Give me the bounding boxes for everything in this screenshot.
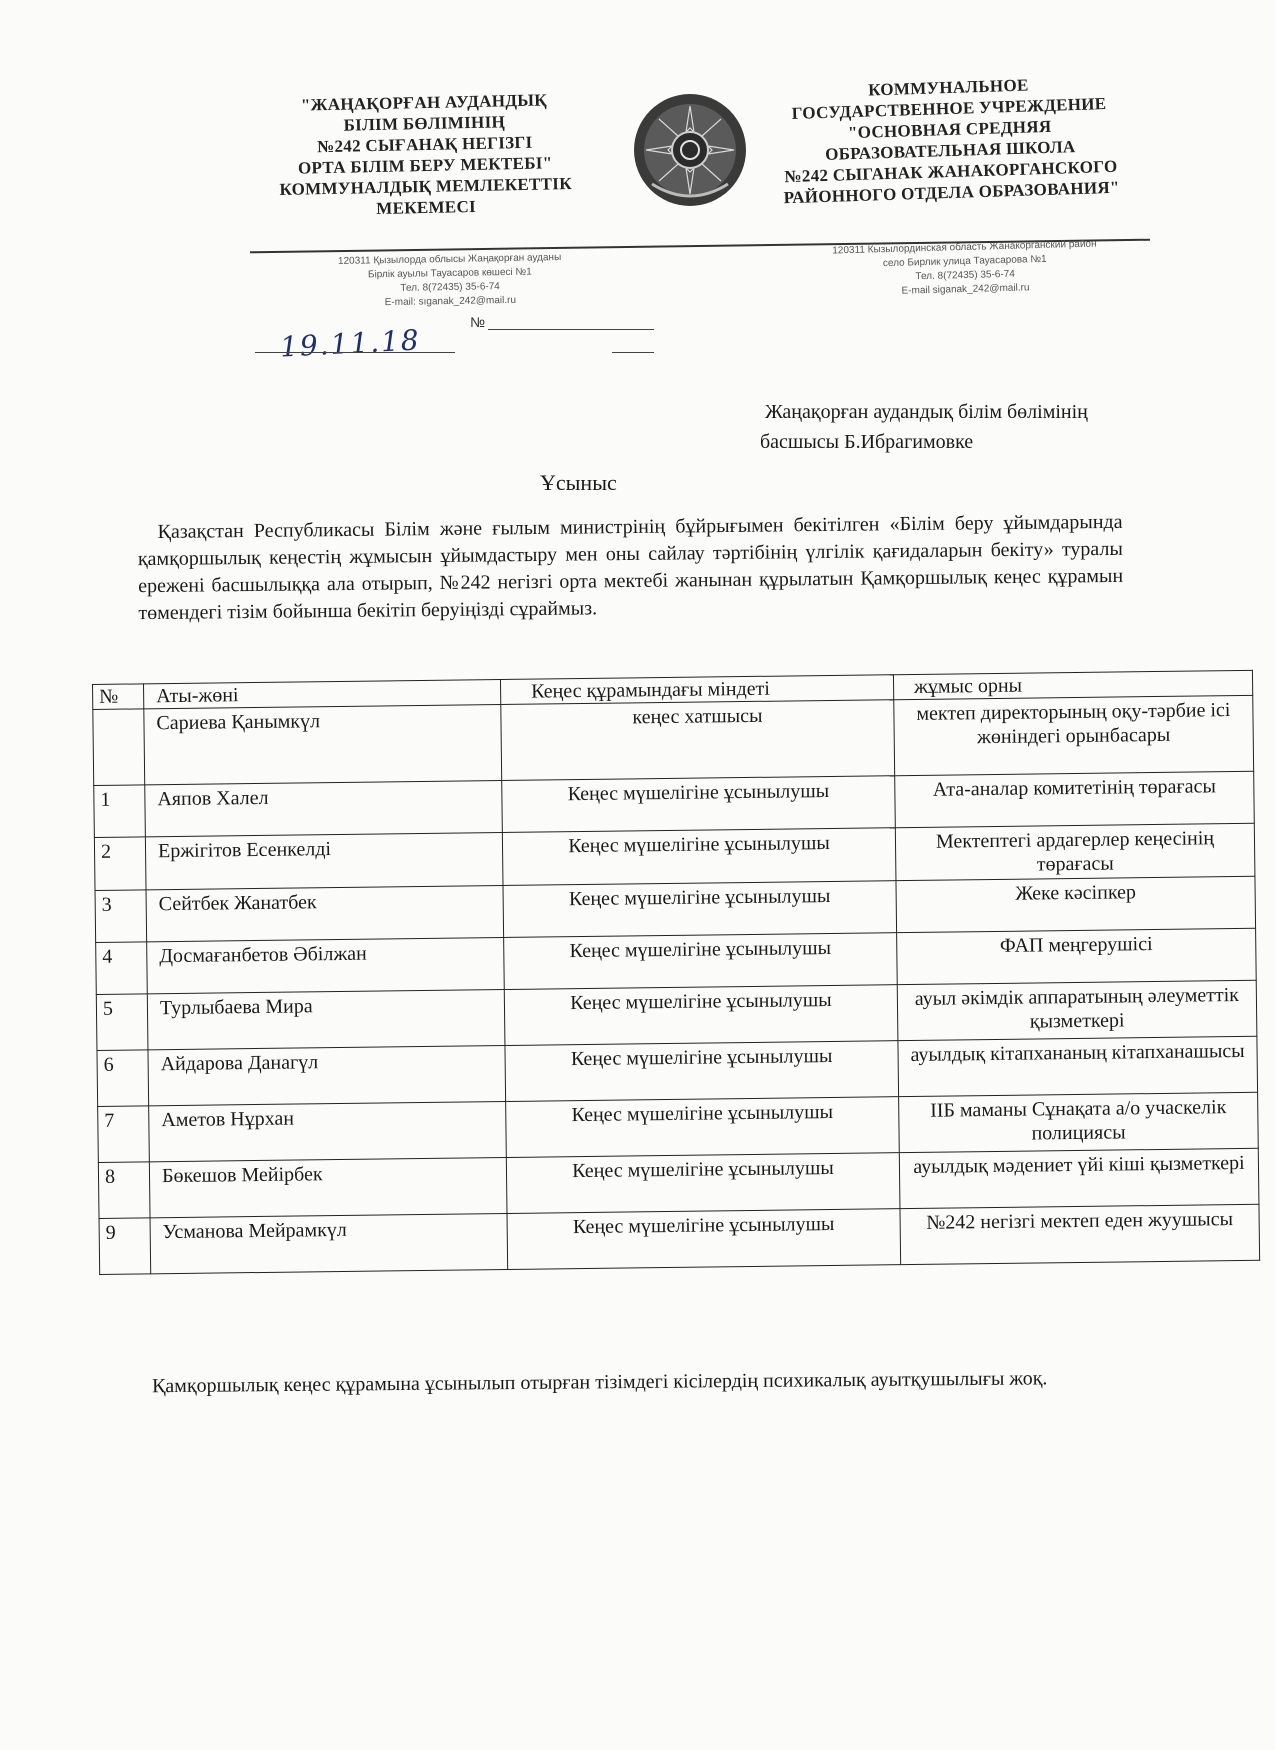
cell-role: Кеңес мүшелігіне ұсынылушы [507, 1209, 901, 1270]
cell-role: Кеңес мүшелігіне ұсынылушы [502, 828, 896, 886]
table-row [93, 695, 1254, 785]
letterhead-line: ОРТА БІЛІМ БЕРУ МЕКТЕБІ" [297, 153, 553, 178]
cell-workplace: ФАП меңгерушісі [897, 928, 1257, 984]
number-underline [488, 329, 654, 330]
header-role: Кеңес құрамындағы міндеті [500, 675, 893, 705]
cell-workplace: мектеп директорының оқу-тәрбие ісі жөніндегі орынбасары [894, 695, 1254, 775]
cell-workplace: ІІБ маманы Сұнақата а/о учаскелік полициясы [899, 1092, 1259, 1152]
cell-name: Аметов Нұрхан [149, 1101, 507, 1161]
document-title: Ұсыныс [540, 470, 617, 495]
cell-workplace: Мектептегі ардагерлер кеңесінің төрағасы [895, 823, 1255, 880]
cell-number: 2 [94, 837, 146, 891]
cell-number: 4 [96, 942, 148, 995]
cell-name: Ержігітов Есенкелді [145, 832, 503, 889]
cell-role: Кеңес мүшелігіне ұсынылушы [505, 1041, 899, 1102]
cell-name: Турлыбаева Мира [147, 989, 505, 1049]
address-line: E-mail siganak_242@mail.ru [901, 282, 1030, 297]
cell-workplace: №242 негізгі мектеп еден жуушысы [900, 1204, 1260, 1264]
cell-role: Кеңес мүшелігіне ұсынылушы [503, 881, 897, 938]
addressee-line: Жаңақорған аудандық білім бөлімінің [765, 401, 1088, 423]
header-workplace: жұмыс орны [893, 670, 1252, 699]
cell-name: Бөкешов Мейірбек [149, 1157, 507, 1217]
letterhead-line: КОММУНАЛЬНОЕ [867, 75, 1029, 100]
cell-workplace: Жеке кәсіпкер [896, 876, 1256, 932]
cell-number: 3 [95, 890, 147, 943]
cell-role: Кеңес мүшелігіне ұсынылушы [506, 1153, 900, 1214]
cell-workplace: Ата-аналар комитетінің төрағасы [895, 771, 1255, 827]
cell-workplace: ауылдық кітапхананың кітапханашысы [898, 1036, 1258, 1096]
closing-paragraph: Қамқоршылық кеңес құрамына ұсынылып отырған тізімдегі кісілердің психикалық ауытқушылығы жоқ. [151, 1367, 1048, 1398]
cell-name: Аяпов Халел [145, 781, 503, 837]
header-number: № [93, 684, 144, 710]
document-number-label: № [470, 314, 486, 330]
date-underline [255, 352, 455, 353]
cell-number: 9 [99, 1218, 151, 1275]
cell-role: Кеңес мүшелігіне ұсынылушы [506, 1097, 900, 1158]
members-table [92, 670, 1260, 1275]
address-line: село Бирлик улица Тауасарова №1 [882, 253, 1047, 270]
handwritten-date: 19.11.18 [279, 323, 422, 364]
letterhead-line: "ОСНОВНАЯ СРЕДНЯЯ [847, 116, 1052, 143]
addressee-line: басшысы Б.Ибрагимовке [760, 431, 974, 453]
cell-role: кеңес хатшысы [501, 700, 895, 781]
cell-name: Усманова Мейрамкүл [150, 1213, 508, 1273]
address-line: Тел. 8(72435) 35-6-74 [400, 281, 500, 294]
state-emblem-icon [632, 92, 748, 208]
address-russian [789, 236, 1140, 301]
letterhead-line: "ЖАҢАҚОРҒАН АУДАНДЫҚ [300, 90, 548, 115]
cell-number: 8 [98, 1162, 150, 1219]
address-line: Тел. 8(72435) 35-6-74 [915, 268, 1016, 283]
cell-name: Айдарова Данагүл [148, 1045, 506, 1105]
address-kazakh [300, 250, 601, 311]
header-name: Аты-жөні [144, 680, 501, 709]
cell-number: 6 [97, 1050, 149, 1107]
address-line: E-mail: sıganak_242@mail.ru [384, 294, 517, 309]
address-line: 120311 Кызылординская область Жанакорганский район [832, 238, 1097, 257]
cell-workplace: ауыл әкімдік аппаратының әлеуметтік қызметкері [897, 980, 1257, 1040]
letterhead-line: РАЙОННОГО ОТДЕЛА ОБРАЗОВАНИЯ" [783, 177, 1120, 208]
cell-number: 1 [94, 785, 146, 838]
cell-role: Кеңес мүшелігіне ұсынылушы [502, 776, 896, 833]
cell-name: Сейтбек Жанатбек [146, 885, 504, 941]
cell-role: Кеңес мүшелігіне ұсынылушы [504, 985, 898, 1046]
cell-number [93, 709, 145, 786]
cell-workplace: ауылдық мәдениет үйі кіші қызметкері [899, 1148, 1259, 1208]
addressee-block [760, 397, 1205, 457]
cell-name: Досмағанбетов Әбілжан [147, 937, 505, 993]
cell-number: 7 [98, 1106, 150, 1163]
letterhead-line: №242 СЫГАНАК ЖАНАКОРГАНСКОГО [784, 156, 1118, 187]
number-underline-short [612, 352, 654, 353]
letterhead-line: ОБРАЗОВАТЕЛЬНАЯ ШКОЛА [824, 137, 1076, 164]
cell-name: Сариева Қанымкүл [144, 705, 502, 785]
letterhead-line: №242 СЫҒАНАҚ НЕГІЗГІ [316, 132, 533, 157]
letterhead-line: КОММУНАЛДЫҚ МЕМЛЕКЕТТІК [279, 173, 573, 200]
letterhead-line: БІЛІМ БӨЛІМІНІҢ [343, 112, 506, 135]
letterhead-russian [758, 71, 1142, 209]
intro-paragraph: Қазақстан Республикасы Білім және ғылым министрінің бұйрығымен бекітілген «Білім беру ұйымдарында қамқоршылық кеңестің жұмысын ұйымдастыру мен оны сайлау тәртібінің үлгілік қағидаларын бекіту» туралы ережені басшылыққа ала отырып, №242 негізгі орта мектебі жанынан құрылатын Қамқоршылық кеңес құрамын төмендегі тізім бойынша бекітіп беруіңізді сұраймыз. [137, 510, 1124, 625]
letterhead-line: ГОСУДАРСТВЕННОЕ УЧРЕЖДЕНИЕ [791, 94, 1107, 123]
cell-number: 5 [96, 994, 148, 1051]
address-line: 120311 Қызылорда облысы Жаңақорған ауданы [337, 252, 562, 267]
cell-role: Кеңес мүшелігіне ұсынылушы [504, 933, 898, 990]
letterhead-kazakh [254, 88, 597, 221]
letterhead-line: МЕКЕМЕСІ [376, 196, 477, 219]
address-line: Бірлік ауылы Тауасаров көшесі №1 [367, 266, 532, 281]
